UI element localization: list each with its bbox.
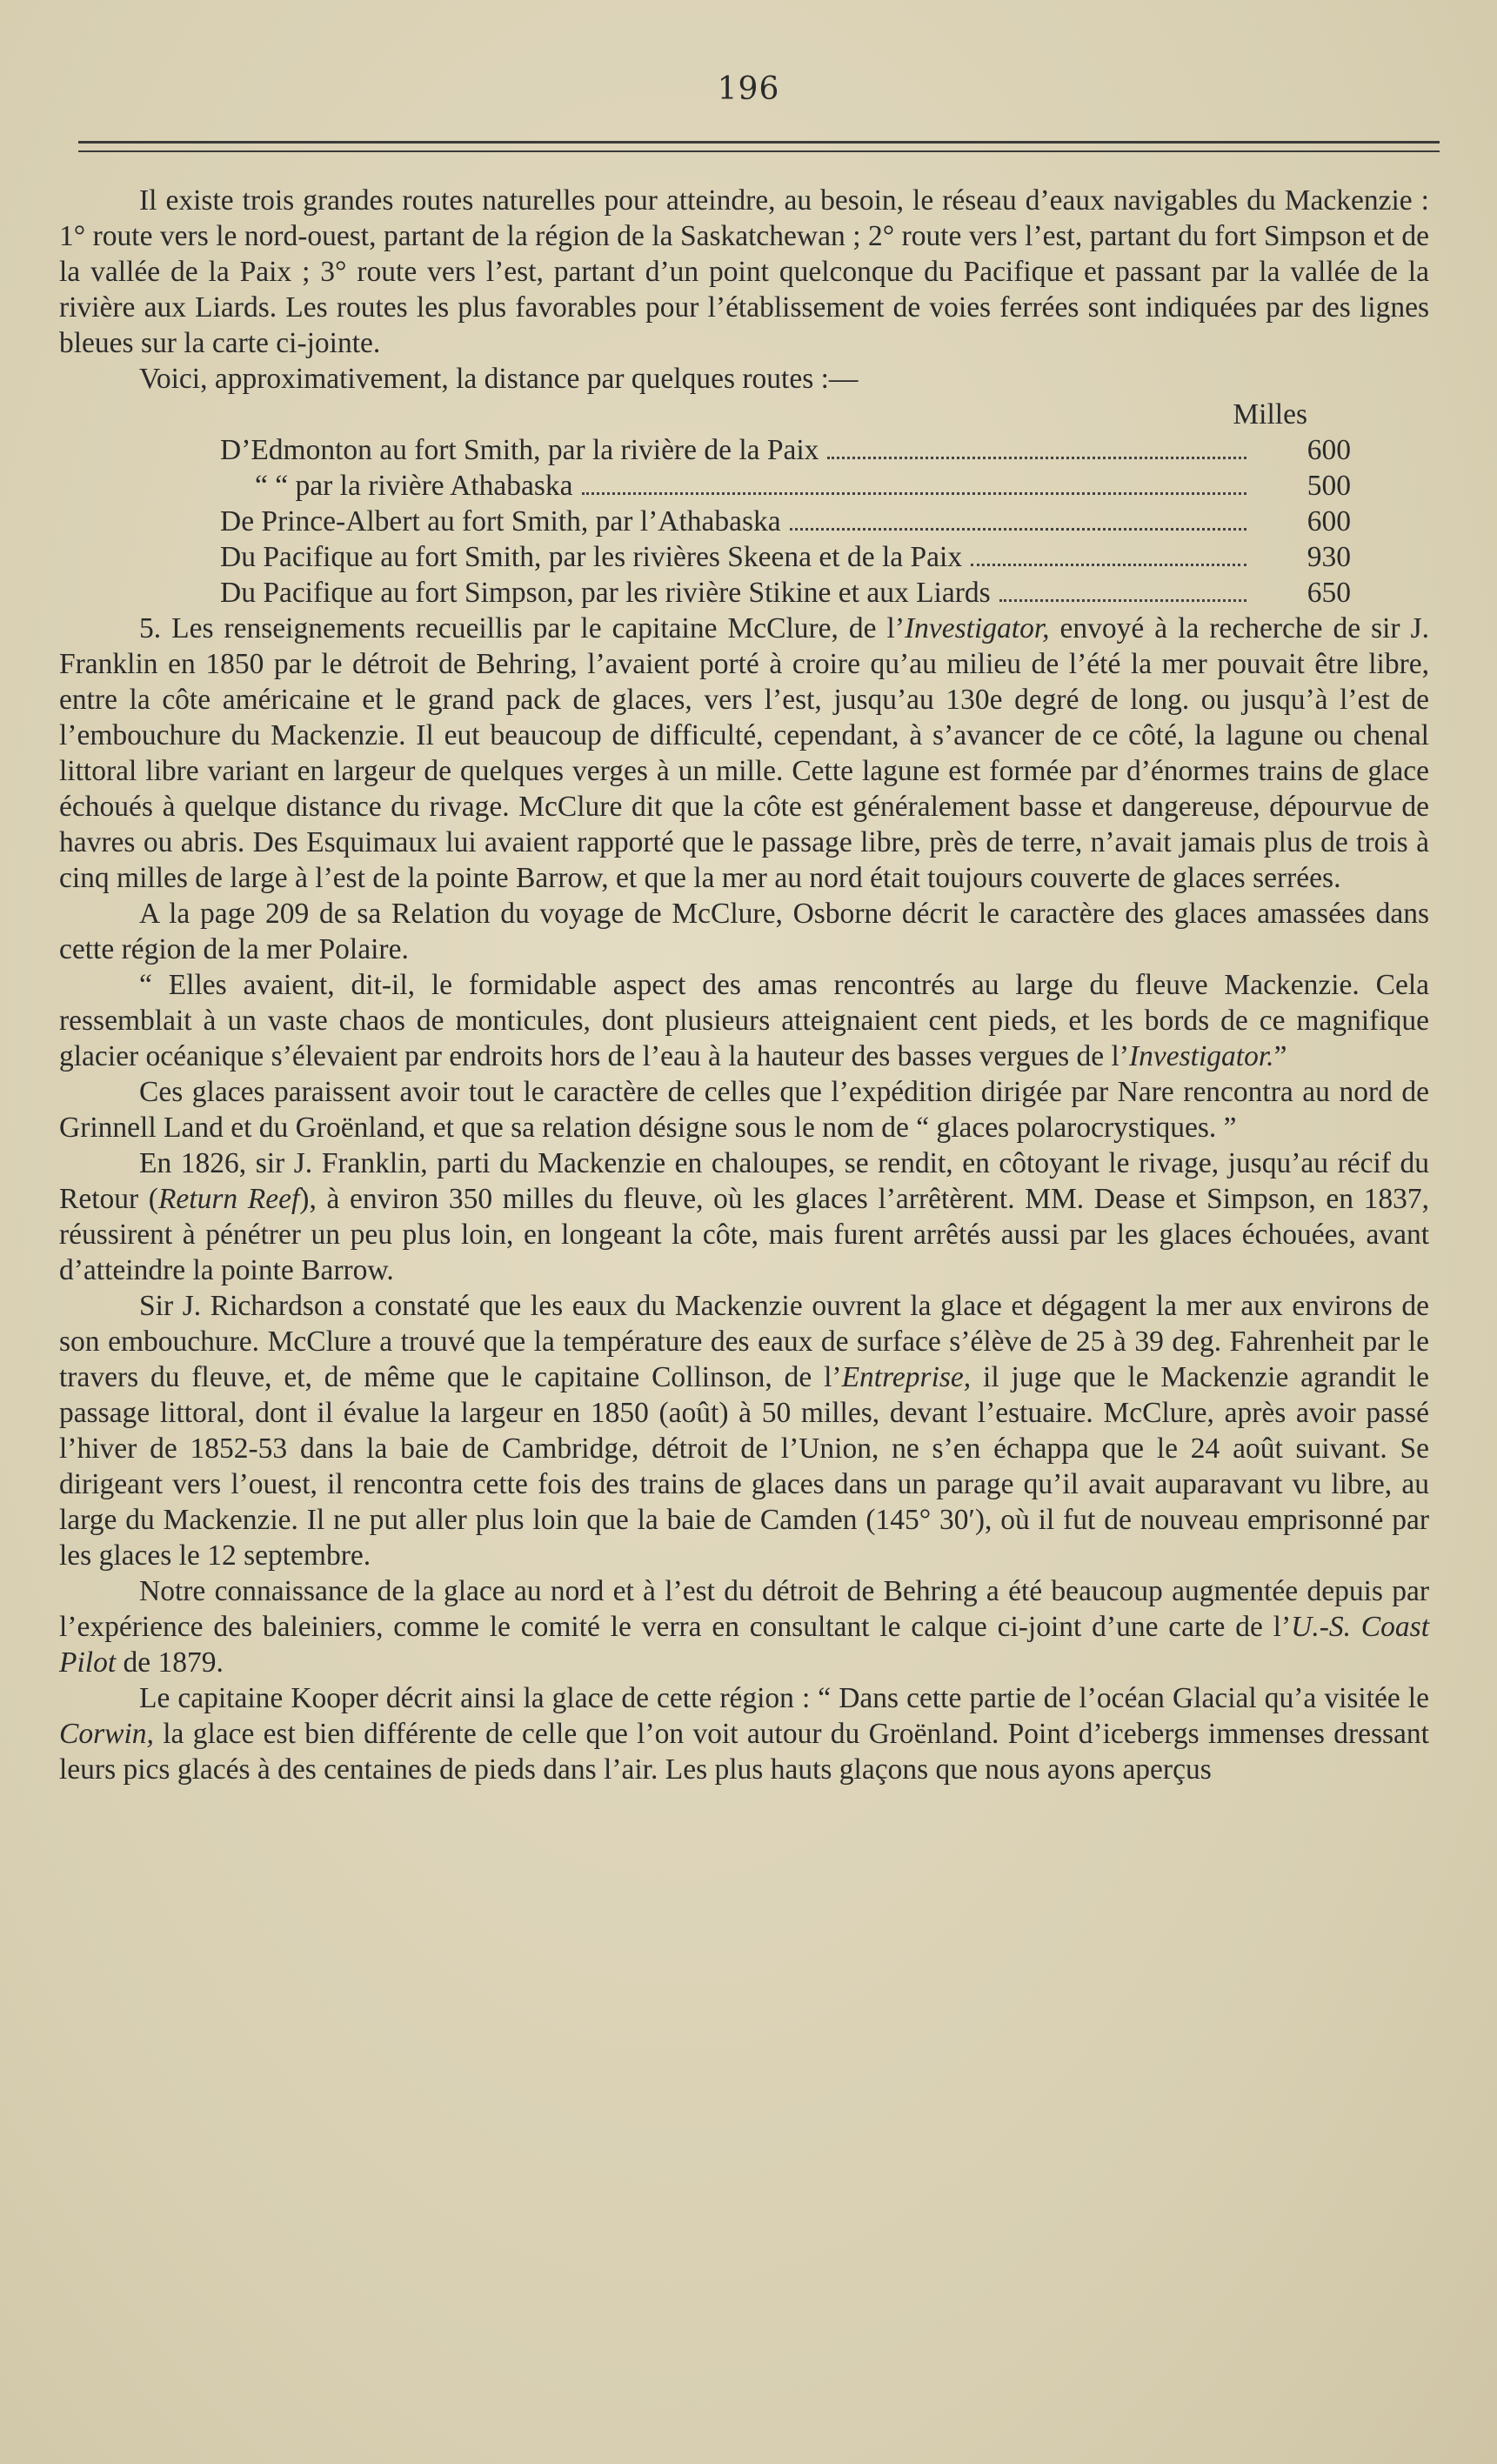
page-number: 196 xyxy=(717,71,780,107)
distance-row xyxy=(220,468,1351,504)
publication-name: U.-S. Coast Pilot xyxy=(59,1611,1429,1679)
paragraph-quote-osborne: “ Elles avaient, dit-il, le formidable aspect des amas rencontrés au large du fleuve Mackenzie. Cela ressemblait à un vaste chaos de monticules, dont plusieurs atteignaient cent pieds, et les bords de ce magnifique glacier océanique s’élevaient par endroits hors de l’eau à la hauteur des basses vergues de l’Investigator.” xyxy=(59,969,1429,1072)
header-rule-bottom xyxy=(78,150,1440,152)
paragraph-osborne: A la page 209 de sa Relation du voyage de McClure, Osborne décrit le caractère des glaces amassées dans cette région de la mer Polaire. xyxy=(59,898,1429,965)
dot-leader xyxy=(971,564,1246,566)
dot-leader xyxy=(582,492,1246,495)
route-label: Du Pacifique au fort Simpson, par les rivière Stikine et aux Liards xyxy=(220,577,991,609)
ship-name: Corwin, xyxy=(59,1718,154,1750)
section-number: 5. xyxy=(139,612,162,644)
ship-name: Investigator, xyxy=(905,612,1050,644)
place-name: Return Reef xyxy=(157,1183,300,1215)
route-label: De Prince-Albert au fort Smith, par l’Athabaska xyxy=(220,505,781,538)
paragraph-distance-intro: Voici, approximativement, la distance par quelques routes :— xyxy=(139,363,859,395)
distance-row xyxy=(220,575,1351,611)
paragraph-nare: Ces glaces paraissent avoir tout le caractère de celles que l’expédition dirigée par Nare rencontra au nord de Grinnell Land et du Groënland, et que sa relation désigne sous le nom de “ glaces polarocrystiques. ” xyxy=(59,1076,1429,1144)
route-distance: 500 xyxy=(1307,470,1351,502)
distance-row xyxy=(220,432,1351,468)
dot-leader xyxy=(999,599,1246,602)
dot-leader xyxy=(827,457,1246,459)
paragraph-richardson: Sir J. Richardson a constaté que les eaux du Mackenzie ouvrent la glace et dégagent la mer aux environs de son embouchure. McClure a trouvé que la température des eaux de surface s’élève de 25 à 39 deg. Fahrenheit par le travers du fleuve, et, de même que le capitaine Collinson, de l’Entreprise, il juge que le Mackenzie agrandit le passage littoral, dont il évalue la largeur en 1850 (août) à 50 milles, devant l’estuaire. McClure, après avoir passé l’hiver de 1852-53 dans la baie de Cambridge, détroit de l’Union, ne s’en échappa que le 24 août suivant. Se dirigeant vers l’ouest, il rencontra cette fois des trains de glaces dans un parage qu’il avait auparavant vu libre, au large du Mackenzie. Il ne put aller plus loin que la baie de Camden (145° 30′), où il fut de nouveau emprisonné par les glaces le 12 septembre. xyxy=(59,1290,1429,1572)
body-text xyxy=(59,183,1429,1787)
paragraph-routes-intro: Il existe trois grandes routes naturelles pour atteindre, au besoin, le réseau d’eaux navigables du Mackenzie : 1° route vers le nord-ouest, partant de la région de la Saskatchewan ; 2° route vers l’est, partant du fort Simpson et de la vallée de la Paix ; 3° route vers l’est, partant d’un point quelconque du Pacifique et passant par la vallée de la rivière aux Liards. Les routes les plus favorables pour l’établissement de voies ferrées sont indiquées par des lignes bleues sur la carte ci-jointe. xyxy=(59,184,1429,359)
paragraph-behring: Notre connaissance de la glace au nord et à l’est du détroit de Behring a été beaucoup augmentée depuis par l’expérience des baleiniers, comme le comité le verra en consultant le calque ci-joint d’une carte de l’U.-S. Coast Pilot de 1879. xyxy=(59,1575,1429,1679)
route-label: “ “ par la rivière Athabaska xyxy=(255,470,573,502)
route-distance: 600 xyxy=(1307,505,1351,538)
ship-name: Entreprise, xyxy=(841,1361,972,1393)
route-distance: 930 xyxy=(1307,541,1351,573)
header-rule-top xyxy=(78,141,1440,144)
ship-name: Investigator. xyxy=(1129,1040,1274,1072)
distance-table xyxy=(59,397,1429,611)
paragraph-mcclure: 5. Les renseignements recueillis par le capitaine McClure, de l’Investigator, envoyé à la recherche de sir J. Franklin en 1850 par le détroit de Behring, l’avaient porté à croire qu’au milieu de l’été la mer pouvait être libre, entre la côte américaine et le grand pack de glaces, vers l’est, jusqu’au 130e degré de long. ou jusqu’à l’est de l’embouchure du Mackenzie. Il eut beaucoup de difficulté, cependant, à s’avancer de ce côté, la lagune ou chenal littoral libre variant en largeur de quelques verges à un mille. Cette lagune est formée par d’énormes trains de glace échoués à quelque distance du rivage. McClure dit que la côte est généralement basse et dangereuse, dépourvue de havres ou abris. Des Esquimaux lui avaient rapporté que le passage libre, près de terre, n’avait jamais plus de trois à cinq milles de large à l’est de la pointe Barrow, et que la mer au nord était toujours couverte de glaces serrées. xyxy=(59,612,1429,894)
distance-unit-header: Milles xyxy=(1233,398,1307,431)
route-distance: 650 xyxy=(1307,577,1351,609)
dot-leader xyxy=(790,528,1246,531)
route-label: Du Pacifique au fort Smith, par les rivières Skeena et de la Paix xyxy=(220,541,963,573)
route-label: D’Edmonton au fort Smith, par la rivière de la Paix xyxy=(220,434,819,466)
paragraph-kooper: Le capitaine Kooper décrit ainsi la glace de cette région : “ Dans cette partie de l’océan Glacial qu’a visitée le Corwin, la glace est bien différente de celle que l’on voit autour du Groënland. Point d’icebergs immenses dressant leurs pics glacés à des centaines de pieds dans l’air. Les plus hauts glaçons que nous ayons aperçus xyxy=(59,1682,1429,1786)
distance-row xyxy=(220,539,1351,575)
route-distance: 600 xyxy=(1307,434,1351,466)
distance-row xyxy=(220,504,1351,539)
paragraph-franklin: En 1826, sir J. Franklin, parti du Mackenzie en chaloupes, se rendit, en côtoyant le rivage, jusqu’au récif du Retour (Return Reef), à environ 350 milles du fleuve, où les glaces l’arrêtèrent. MM. Dease et Simpson, en 1837, réussirent à pénétrer un peu plus loin, en longeant la côte, mais furent arrêtés aussi par les glaces échouées, avant d’atteindre la pointe Barrow. xyxy=(59,1147,1429,1286)
